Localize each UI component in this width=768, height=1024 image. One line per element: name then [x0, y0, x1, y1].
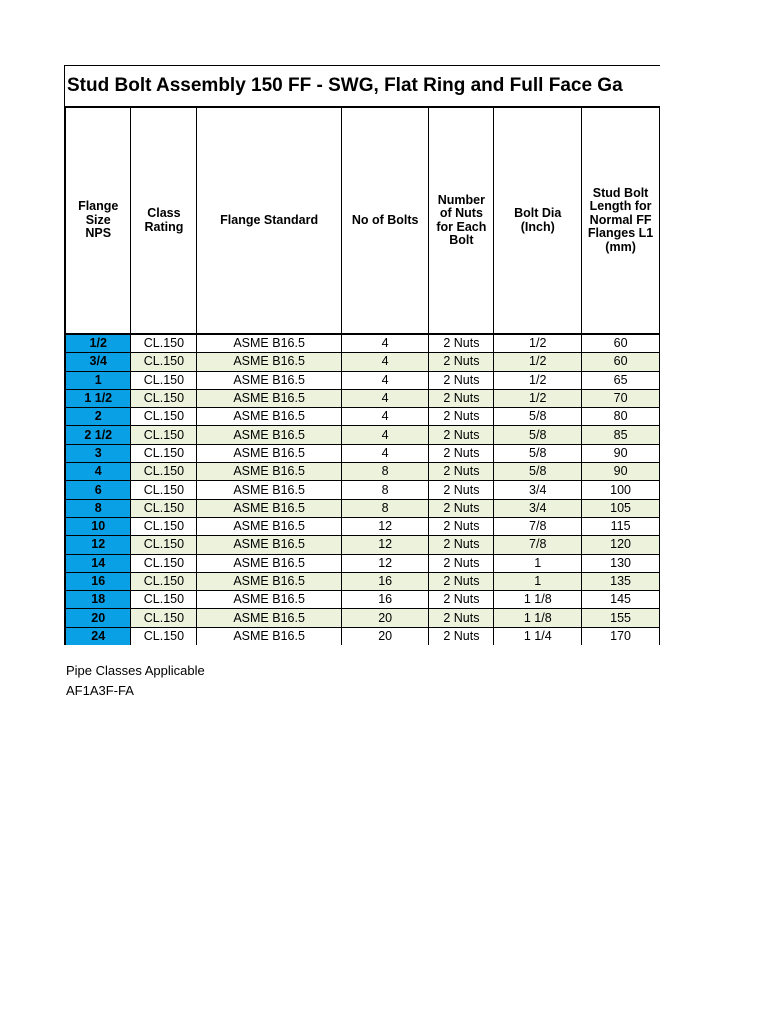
cell-stud-bolt-length: 90	[582, 444, 660, 462]
cell-nuts-per-bolt: 2 Nuts	[429, 444, 494, 462]
cell-flange-size: 20	[65, 609, 131, 627]
cell-flange-size: 2 1/2	[65, 426, 131, 444]
table-row	[65, 591, 660, 609]
table-row	[65, 463, 660, 481]
cell-flange-size: 16	[65, 572, 131, 590]
header-no-of-bolts: No of Bolts	[341, 108, 429, 335]
cell-stud-bolt-length: 130	[582, 554, 660, 572]
cell-flange-standard: ASME B16.5	[197, 408, 341, 426]
cell-flange-standard: ASME B16.5	[197, 389, 341, 407]
cell-nuts-per-bolt: 2 Nuts	[429, 499, 494, 517]
table-row	[65, 371, 660, 389]
pipe-classes-label: Pipe Classes Applicable	[66, 663, 205, 678]
cell-nuts-per-bolt: 2 Nuts	[429, 481, 494, 499]
cell-stud-bolt-length: 60	[582, 334, 660, 353]
cell-flange-standard: ASME B16.5	[197, 536, 341, 554]
header-class-rating: Class Rating	[131, 108, 197, 335]
cell-stud-bolt-length: 120	[582, 536, 660, 554]
cell-no-of-bolts: 4	[341, 371, 429, 389]
cell-nuts-per-bolt: 2 Nuts	[429, 554, 494, 572]
cell-flange-standard: ASME B16.5	[197, 444, 341, 462]
table-row	[65, 408, 660, 426]
cell-class-rating: CL.150	[131, 444, 197, 462]
header-nuts-per-bolt: Number of Nuts for Each Bolt	[429, 108, 494, 335]
table-row	[65, 572, 660, 590]
cell-class-rating: CL.150	[131, 591, 197, 609]
cell-no-of-bolts: 12	[341, 554, 429, 572]
cell-flange-standard: ASME B16.5	[197, 554, 341, 572]
cell-nuts-per-bolt: 2 Nuts	[429, 426, 494, 444]
cell-bolt-dia: 1 1/8	[494, 609, 582, 627]
cell-stud-bolt-length: 80	[582, 408, 660, 426]
cell-stud-bolt-length: 105	[582, 499, 660, 517]
cell-flange-size: 2	[65, 408, 131, 426]
cell-bolt-dia: 1 1/8	[494, 591, 582, 609]
cell-flange-standard: ASME B16.5	[197, 481, 341, 499]
cell-no-of-bolts: 4	[341, 426, 429, 444]
cell-no-of-bolts: 4	[341, 389, 429, 407]
table-row	[65, 554, 660, 572]
cell-class-rating: CL.150	[131, 609, 197, 627]
cell-no-of-bolts: 16	[341, 591, 429, 609]
cell-flange-standard: ASME B16.5	[197, 463, 341, 481]
cell-nuts-per-bolt: 2 Nuts	[429, 353, 494, 371]
cell-bolt-dia: 5/8	[494, 463, 582, 481]
cell-bolt-dia: 7/8	[494, 536, 582, 554]
stud-bolt-table	[64, 107, 660, 645]
table-row	[65, 536, 660, 554]
table-row	[65, 627, 660, 645]
table-row	[65, 389, 660, 407]
header-stud-bolt-length: Stud Bolt Length for Normal FF Flanges L1 (mm)	[582, 108, 660, 335]
cell-nuts-per-bolt: 2 Nuts	[429, 389, 494, 407]
cell-class-rating: CL.150	[131, 517, 197, 535]
cell-flange-size: 6	[65, 481, 131, 499]
cell-bolt-dia: 1/2	[494, 353, 582, 371]
cell-stud-bolt-length: 60	[582, 353, 660, 371]
cell-class-rating: CL.150	[131, 426, 197, 444]
cell-flange-size: 18	[65, 591, 131, 609]
cell-nuts-per-bolt: 2 Nuts	[429, 408, 494, 426]
cell-nuts-per-bolt: 2 Nuts	[429, 536, 494, 554]
cell-bolt-dia: 1/2	[494, 371, 582, 389]
cell-stud-bolt-length: 135	[582, 572, 660, 590]
cell-stud-bolt-length: 155	[582, 609, 660, 627]
cell-class-rating: CL.150	[131, 499, 197, 517]
cell-flange-size: 4	[65, 463, 131, 481]
cell-flange-standard: ASME B16.5	[197, 627, 341, 645]
cell-class-rating: CL.150	[131, 536, 197, 554]
cell-flange-standard: ASME B16.5	[197, 609, 341, 627]
cell-nuts-per-bolt: 2 Nuts	[429, 609, 494, 627]
cell-flange-standard: ASME B16.5	[197, 591, 341, 609]
cell-class-rating: CL.150	[131, 371, 197, 389]
cell-no-of-bolts: 4	[341, 353, 429, 371]
cell-flange-size: 10	[65, 517, 131, 535]
table-row	[65, 426, 660, 444]
notes-section	[66, 661, 205, 701]
cell-class-rating: CL.150	[131, 554, 197, 572]
cell-bolt-dia: 1/2	[494, 334, 582, 353]
cell-flange-standard: ASME B16.5	[197, 334, 341, 353]
cell-no-of-bolts: 12	[341, 536, 429, 554]
table-row	[65, 499, 660, 517]
cell-class-rating: CL.150	[131, 334, 197, 353]
cell-bolt-dia: 3/4	[494, 481, 582, 499]
cell-flange-size: 8	[65, 499, 131, 517]
table-row	[65, 353, 660, 371]
header-bolt-dia: Bolt Dia (Inch)	[494, 108, 582, 335]
cell-stud-bolt-length: 100	[582, 481, 660, 499]
cell-class-rating: CL.150	[131, 408, 197, 426]
spreadsheet-area	[64, 65, 660, 645]
cell-class-rating: CL.150	[131, 481, 197, 499]
cell-flange-standard: ASME B16.5	[197, 572, 341, 590]
pipe-class-value: AF1A3F-FA	[66, 683, 134, 698]
cell-bolt-dia: 5/8	[494, 408, 582, 426]
cell-nuts-per-bolt: 2 Nuts	[429, 517, 494, 535]
table-row	[65, 481, 660, 499]
table-body	[65, 334, 660, 645]
cell-nuts-per-bolt: 2 Nuts	[429, 371, 494, 389]
cell-no-of-bolts: 8	[341, 499, 429, 517]
table-row	[65, 517, 660, 535]
cell-flange-size: 1	[65, 371, 131, 389]
cell-flange-size: 24	[65, 627, 131, 645]
cell-no-of-bolts: 4	[341, 444, 429, 462]
cell-nuts-per-bolt: 2 Nuts	[429, 572, 494, 590]
cell-flange-size: 1/2	[65, 334, 131, 353]
table-row	[65, 444, 660, 462]
cell-stud-bolt-length: 85	[582, 426, 660, 444]
cell-no-of-bolts: 16	[341, 572, 429, 590]
cell-flange-size: 3/4	[65, 353, 131, 371]
cell-bolt-dia: 7/8	[494, 517, 582, 535]
cell-no-of-bolts: 4	[341, 334, 429, 353]
cell-flange-size: 3	[65, 444, 131, 462]
cell-bolt-dia: 3/4	[494, 499, 582, 517]
cell-stud-bolt-length: 65	[582, 371, 660, 389]
table-row	[65, 334, 660, 353]
cell-flange-standard: ASME B16.5	[197, 499, 341, 517]
cell-class-rating: CL.150	[131, 353, 197, 371]
cell-class-rating: CL.150	[131, 463, 197, 481]
cell-flange-standard: ASME B16.5	[197, 517, 341, 535]
cell-class-rating: CL.150	[131, 389, 197, 407]
cell-flange-standard: ASME B16.5	[197, 426, 341, 444]
cell-flange-size: 12	[65, 536, 131, 554]
cell-flange-standard: ASME B16.5	[197, 353, 341, 371]
title-box	[64, 65, 660, 107]
cell-stud-bolt-length: 145	[582, 591, 660, 609]
cell-no-of-bolts: 8	[341, 463, 429, 481]
cell-bolt-dia: 1	[494, 572, 582, 590]
cell-stud-bolt-length: 90	[582, 463, 660, 481]
cell-class-rating: CL.150	[131, 627, 197, 645]
cell-nuts-per-bolt: 2 Nuts	[429, 627, 494, 645]
cell-no-of-bolts: 12	[341, 517, 429, 535]
cell-no-of-bolts: 20	[341, 609, 429, 627]
header-row	[65, 108, 660, 335]
cell-flange-size: 1 1/2	[65, 389, 131, 407]
cell-no-of-bolts: 8	[341, 481, 429, 499]
cell-bolt-dia: 5/8	[494, 426, 582, 444]
cell-nuts-per-bolt: 2 Nuts	[429, 334, 494, 353]
cell-bolt-dia: 1	[494, 554, 582, 572]
cell-stud-bolt-length: 70	[582, 389, 660, 407]
cell-bolt-dia: 1 1/4	[494, 627, 582, 645]
cell-class-rating: CL.150	[131, 572, 197, 590]
cell-flange-standard: ASME B16.5	[197, 371, 341, 389]
cell-stud-bolt-length: 170	[582, 627, 660, 645]
cell-no-of-bolts: 4	[341, 408, 429, 426]
cell-nuts-per-bolt: 2 Nuts	[429, 591, 494, 609]
cell-stud-bolt-length: 115	[582, 517, 660, 535]
table-row	[65, 609, 660, 627]
cell-no-of-bolts: 20	[341, 627, 429, 645]
cell-bolt-dia: 5/8	[494, 444, 582, 462]
cell-flange-size: 14	[65, 554, 131, 572]
header-flange-size: Flange Size NPS	[65, 108, 131, 335]
cell-nuts-per-bolt: 2 Nuts	[429, 463, 494, 481]
table-title: Stud Bolt Assembly 150 FF - SWG, Flat Ring and Full Face Ga	[67, 75, 623, 96]
cell-bolt-dia: 1/2	[494, 389, 582, 407]
header-flange-standard: Flange Standard	[197, 108, 341, 335]
